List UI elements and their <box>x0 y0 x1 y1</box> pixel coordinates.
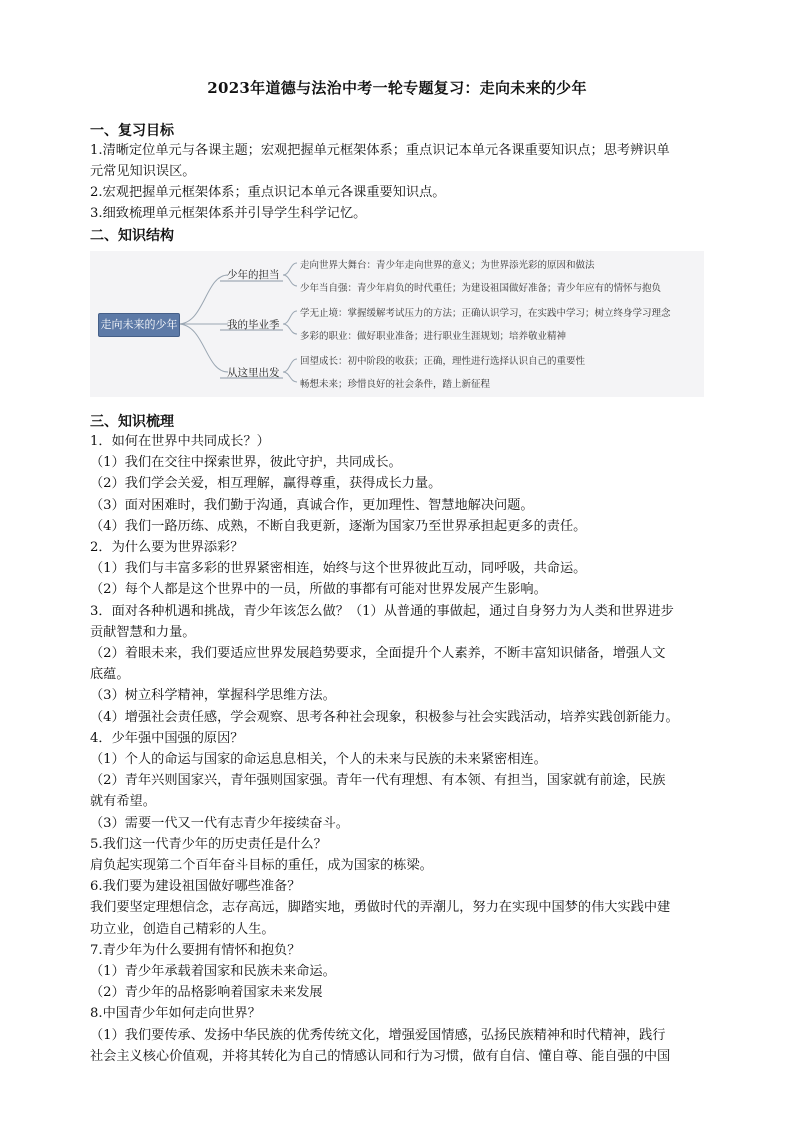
paragraph-line: 7.青少年为什么要拥有情怀和抱负？ <box>90 942 301 958</box>
paragraph-line: （3）树立科学精神，掌握科学思维方法。 <box>90 688 336 704</box>
section-heading-structure: 二、知识结构 <box>90 228 174 244</box>
paragraph-line: （1）我们要传承、发扬中华民族的优秀传统文化，增强爱国情感，弘扬民族精神和时代精神，践行 <box>90 1027 666 1043</box>
paragraph-line: （3）需要一代又一代有志青少年接续奋斗。 <box>90 815 349 831</box>
paragraph-line: （2）着眼未来，我们要适应世界发展趋势要求，全面提升个人素养，不断丰富知识储备，增强人文 <box>90 646 666 661</box>
paragraph-line: （2）每个人都是这个世界中的一员，所做的事都有可能对世界发展产生影响。 <box>90 582 547 598</box>
paragraph-line: 2．为什么要为世界添彩？ <box>90 540 244 555</box>
paragraph-line: （2）青少年的品格影响着国家未来发展 <box>90 985 323 1001</box>
paragraph-line: 底蕴。 <box>90 667 130 683</box>
paragraph-line: 社会主义核心价值观，并将其转化为自己的情感认同和行为习惯，做有自信、懂自尊、能自强的中国 <box>90 1048 671 1064</box>
mindmap-leaf: 多彩的职业：做好职业准备；进行职业生涯规划；培养敬业精神 <box>300 331 567 342</box>
mindmap-leaf: 少年当自强：青少年肩负的时代重任；为建设祖国做好准备；青少年应有的情怀与抱负 <box>300 283 662 294</box>
mindmap-branch-node: 我的毕业季 <box>227 319 280 331</box>
paragraph-line: 1．如何在世界中共同成长？） <box>90 434 270 449</box>
paragraph-line: 2.宏观把握单元框架体系；重点识记本单元各课重要知识点。 <box>90 185 446 200</box>
mindmap-branch-node: 少年的担当 <box>227 269 280 281</box>
paragraph-line: （4）增强社会责任感，学会观察、思考各种社会现象，积极参与社会实践活动，培养实践创新能力。 <box>90 709 679 725</box>
paragraph-line: （1）我们与丰富多彩的世界紧密相连，始终与这个世界彼此互动，同呼吸，共命运。 <box>90 561 587 577</box>
mindmap-branch-node: 从这里出发 <box>227 367 280 379</box>
paragraph-line: （1）我们在交往中探索世界，彼此守护，共同成长。 <box>90 455 402 471</box>
paragraph-line: 3．面对各种机遇和挑战，青少年该怎么做？（1）从普通的事做起，通过自身努力为人类和世界进步 <box>90 603 674 619</box>
paragraph-line: （2）青年兴则国家兴，青年强则国家强。青年一代有理想、有本领、有担当，国家就有前途，民族 <box>90 773 666 789</box>
paragraph-line: 功立业，创造自己精彩的人生。 <box>90 921 275 937</box>
paragraph-line: （1）青少年承载着国家和民族未来命运。 <box>90 964 336 979</box>
mindmap-root-node: 走向未来的少年 <box>98 313 180 337</box>
mindmap-leaf: 学无止境：掌握缓解考试压力的方法；正确认识学习，在实践中学习；树立终身学习理念 <box>300 308 671 319</box>
paragraph-line: （3）面对困难时，我们勤于沟通，真诚合作，更加理性、智慧地解决问题。 <box>90 497 534 513</box>
paragraph-line: 1.清晰定位单元与各课主题；宏观把握单元框架体系；重点识记本单元各课重要知识点；思考辨识单 <box>90 143 670 158</box>
section-heading-review: 三、知识梳理 <box>90 414 174 430</box>
paragraph-line: 我们要坚定理想信念，志存高远，脚踏实地，勇做时代的弄潮儿，努力在实现中国梦的伟大实践中建 <box>90 900 671 916</box>
paragraph-line: （1）个人的命运与国家的命运息息相关，个人的未来与民族的未来紧密相连。 <box>90 752 547 767</box>
mindmap-leaf: 畅想未来；珍惜良好的社会条件，踏上新征程 <box>300 379 491 390</box>
page-title: 2023年道德与法治中考一轮专题复习：走向未来的少年 <box>207 79 587 97</box>
paragraph-line: （2）我们学会关爱，相互理解，赢得尊重，获得成长力量。 <box>90 476 442 492</box>
paragraph-line: 5.我们这一代青少年的历史责任是什么？ <box>90 836 327 852</box>
section-heading-goals: 一、复习目标 <box>90 123 174 139</box>
paragraph-line: 就有希望。 <box>90 794 156 810</box>
paragraph-line: （4）我们一路历练、成熟，不断自我更新，逐渐为国家乃至世界承担起更多的责任。 <box>90 518 587 534</box>
paragraph-line: 贡献智慧和力量。 <box>90 624 196 640</box>
paragraph-line: 8.中国青少年如何走向世界？ <box>90 1006 261 1022</box>
knowledge-mindmap <box>90 251 704 397</box>
mindmap-leaf: 走向世界大舞台：青少年走向世界的意义；为世界添光彩的原因和做法 <box>300 260 595 271</box>
paragraph-line: 4．少年强中国强的原因？ <box>90 730 244 746</box>
paragraph-line: 3.细致梳理单元框架体系并引导学生科学记忆。 <box>90 206 367 221</box>
paragraph-line: 6.我们要为建设祖国做好哪些准备？ <box>90 879 301 895</box>
paragraph-line: 肩负起实现第二个百年奋斗目标的重任，成为国家的栋梁。 <box>90 858 433 873</box>
paragraph-line: 元常见知识误区。 <box>90 164 196 179</box>
mindmap-leaf: 回望成长：初中阶段的收获；正确，理性进行选择认识自己的重要性 <box>300 356 586 367</box>
